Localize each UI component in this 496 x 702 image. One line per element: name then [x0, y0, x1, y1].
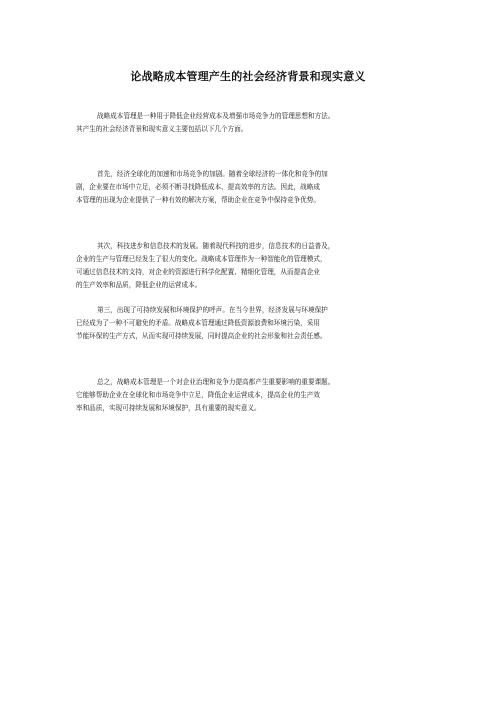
- paragraph-intro: [76, 110, 436, 136]
- paragraph-line: 它能够帮助企业在全球化和市场竞争中立足，降低企业运营成本，提高企业的生产效: [76, 391, 320, 399]
- paragraph-line: 战略成本管理是一种用于降低企业经营成本及增强市场竞争力的管理思想和方法。: [97, 112, 335, 120]
- paragraph-line: 其产生的社会经济背景和现实意义主要包括以下几个方面。: [76, 125, 248, 133]
- paragraph-line: 本管理的出现为企业提供了一种有效的解决方案，帮助企业在竞争中保持竞争优势。: [76, 196, 320, 204]
- paragraph-line: 率和品质，实现可持续发展和环境保护，具有重要的现实意义。: [76, 404, 261, 412]
- paragraph-line: 可通过信息技术的支持，对企业的资源进行科学化配置、精细化管理，从而提高企业: [76, 268, 320, 276]
- paragraph-line: 剧，企业要在市场中立足，必须不断寻找降低成本、提高效率的方法。因此，战略成: [76, 183, 320, 191]
- paragraph-line: 节能环保的生产方式，从而实现可持续发展，同时提高企业的社会形象和社会责任感。: [76, 332, 327, 340]
- paragraph-line: 首先，经济全球化的加速和市场竞争的加剧。随着全球经济的一体化和竞争的加: [97, 170, 328, 178]
- paragraph-line: 总之，战略成本管理是一个对企业治理和竞争力提高都产生重要影响的重要课题。: [97, 378, 335, 386]
- paragraph-second: [76, 240, 436, 292]
- document-title: 论战略成本管理产生的社会经济背景和现实意义: [130, 70, 366, 83]
- paragraph-conclusion: [76, 376, 436, 415]
- paragraph-first: [76, 168, 436, 207]
- paragraph-line: 已经成为了一种不可避免的矛盾。战略成本管理通过降低资源浪费和环境污染，采用: [76, 319, 320, 327]
- paragraph-line: 企业的生产与管理已经发生了很大的变化。战略成本管理作为一种智能化的管理模式，: [76, 255, 327, 263]
- paragraph-third: [76, 304, 436, 343]
- paragraph-line: 的生产效率和品质，降低企业的运营成本。: [76, 281, 202, 289]
- paragraph-line: 第三，出现了可持续发展和环境保护的呼声。在当今世界，经济发展与环境保护: [97, 306, 328, 314]
- paragraph-line: 其次，科技进步和信息技术的发展。随着现代科技的进步，信息技术的日益普及，: [97, 242, 335, 250]
